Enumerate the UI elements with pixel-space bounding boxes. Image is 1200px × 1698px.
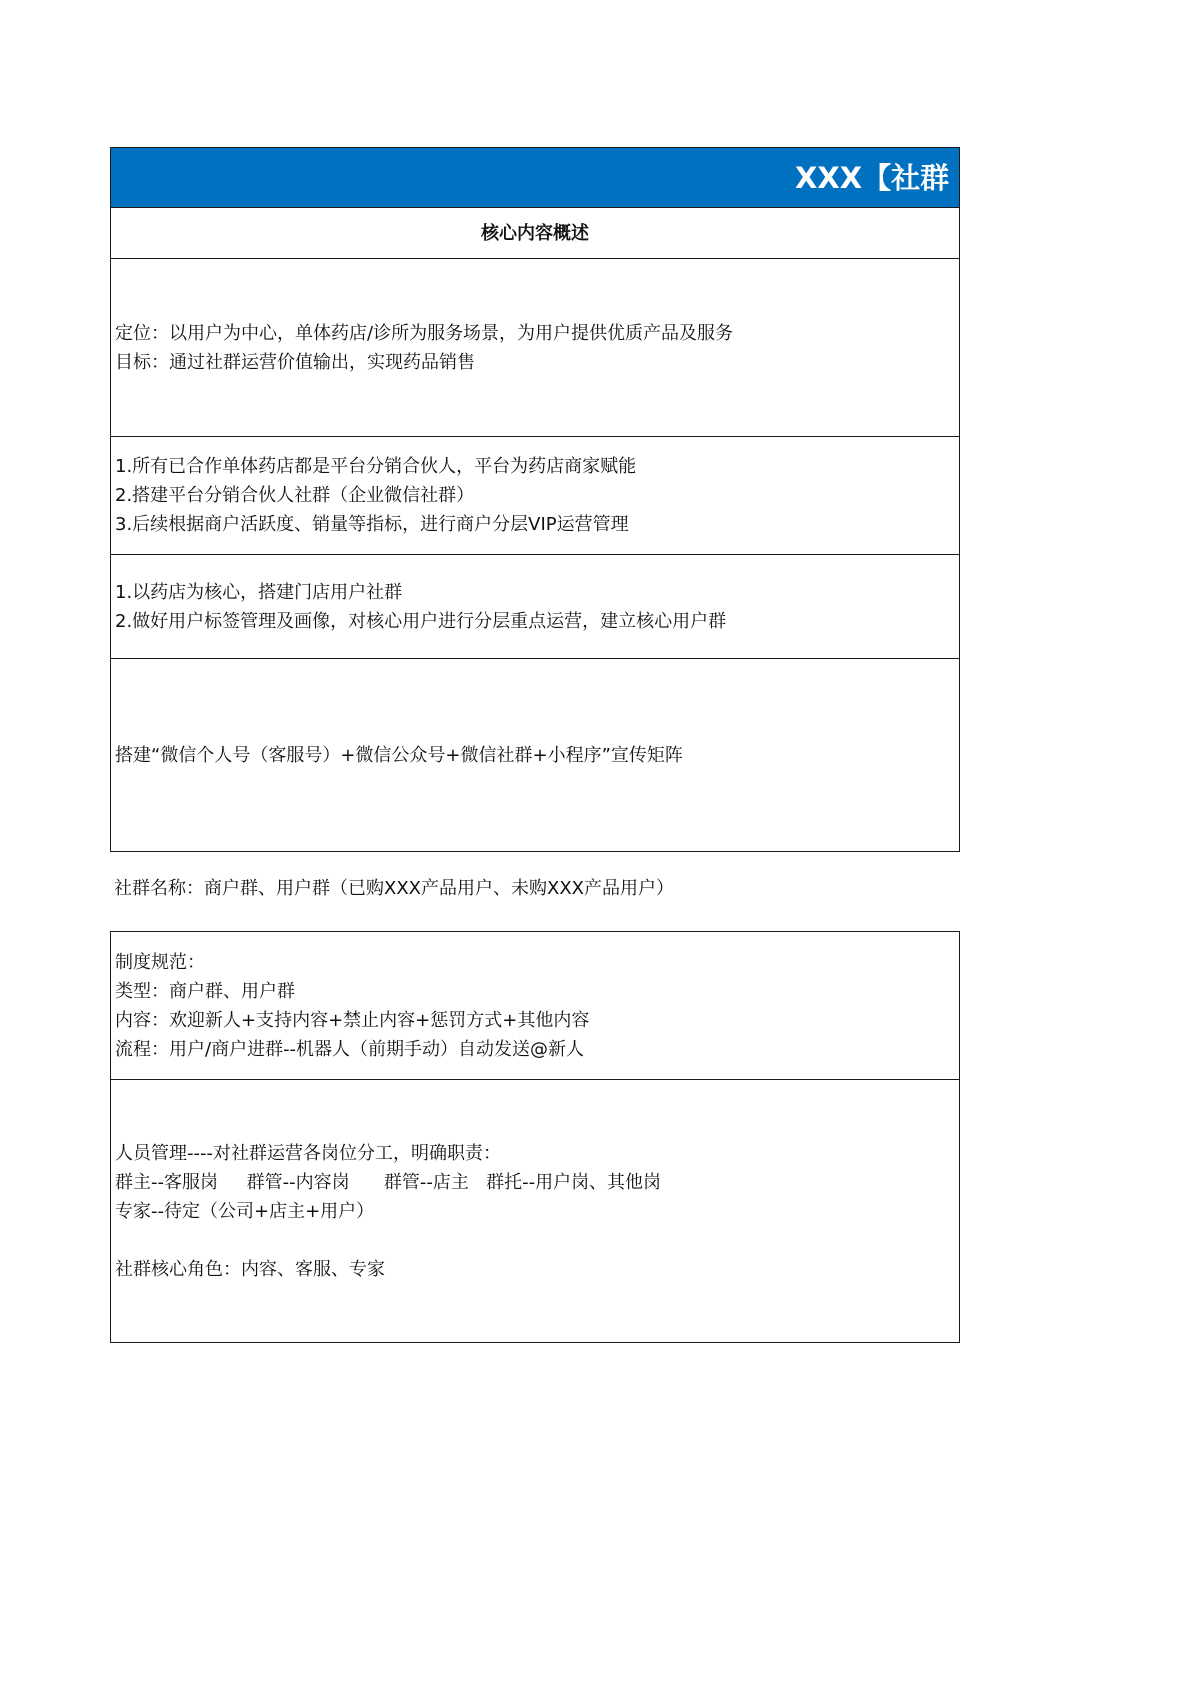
table-row-positioning <box>111 258 959 436</box>
table-cell-line: 2.搭建平台分销合伙人社群（企业微信社群） <box>115 485 475 506</box>
table-cell-line: 内容：欢迎新人+支持内容+禁止内容+惩罚方式+其他内容 <box>115 1009 590 1031</box>
table-cell-line: 人员管理----对社群运营各岗位分工，明确职责： <box>115 1142 501 1164</box>
table-row-staff <box>111 1079 959 1342</box>
table-cell-line: 专家--待定（公司+店主+用户） <box>115 1200 375 1222</box>
table-cell-line: 2.做好用户标签管理及画像，对核心用户进行分层重点运营，建立核心用户群 <box>115 610 727 632</box>
table-cell-line: 搭建“微信个人号（客服号）+微信公众号+微信社群+小程序”宣传矩阵 <box>115 744 683 766</box>
table-cell-line: 制度规范： <box>115 951 205 973</box>
table-cell-line: 1.以药店为核心，搭建门店用户社群 <box>115 581 403 603</box>
rules-table <box>110 931 960 1343</box>
table-row-merchant <box>111 436 959 554</box>
table-row-rules <box>111 932 959 1079</box>
table-cell-line: 类型：商户群、用户群 <box>115 980 295 1002</box>
table-cell-line: 1.所有已合作单体药店都是平台分销合伙人，平台为药店商家赋能 <box>115 456 637 477</box>
table-row-user <box>111 554 959 658</box>
spreadsheet <box>110 147 960 852</box>
table-header-label: 核心内容概述 <box>481 222 589 244</box>
table-cell-line: 定位：以用户为中心，单体药店/诊所为服务场景，为用户提供优质产品及服务 <box>115 322 734 344</box>
community-name-line: 社群名称：商户群、用户群（已购XXX产品用户、未购XXX产品用户） <box>114 878 674 899</box>
table-cell-line: 3.后续根据商户活跃度、销量等指标，进行商户分层VIP运营管理 <box>115 514 629 535</box>
table-cell-line: 社群核心角色：内容、客服、专家 <box>115 1258 385 1280</box>
table-header <box>111 208 959 258</box>
sheet-title: XXX【社群 <box>110 147 960 207</box>
table-cell-line: 流程：用户/商户进群--机器人（前期手动）自动发送@新人 <box>115 1038 585 1060</box>
table-row-matrix <box>111 658 959 851</box>
core-content-table <box>110 207 960 852</box>
table-cell-blank-line <box>115 1226 661 1255</box>
table-cell-line: 目标：通过社群运营价值输出，实现药品销售 <box>115 351 475 373</box>
table-cell-line: 群主--客服岗 群管--内容岗 群管--店主 群托--用户岗、其他岗 <box>115 1171 662 1193</box>
